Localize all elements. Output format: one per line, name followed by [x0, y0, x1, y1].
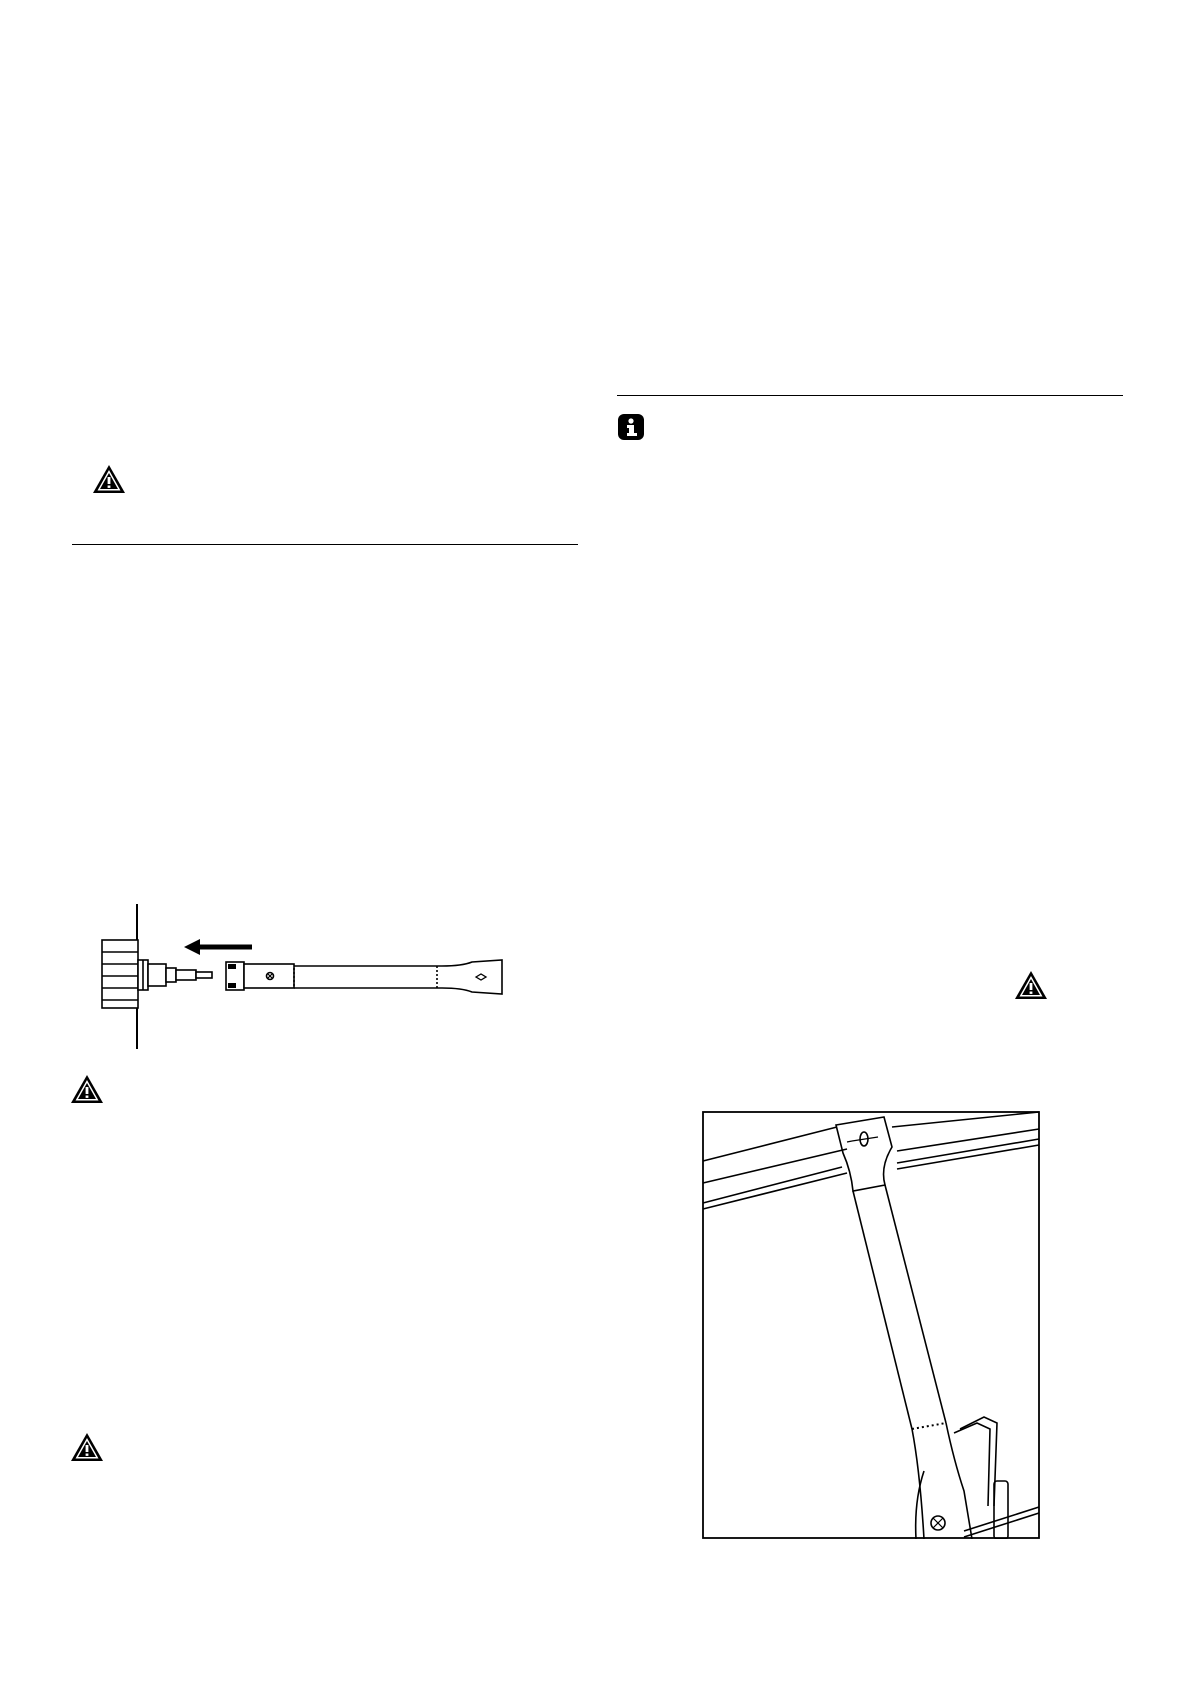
- section-divider-right: [617, 395, 1123, 396]
- section-divider-left: [72, 544, 578, 545]
- burner-installed-figure: [702, 1111, 1040, 1539]
- burner-insert-figure: [92, 904, 552, 1054]
- warning-triangle-icon: [92, 464, 126, 494]
- warning-triangle-icon: [70, 1074, 104, 1104]
- info-icon: [617, 413, 645, 441]
- warning-triangle-icon: [1014, 970, 1048, 1000]
- warning-triangle-icon: [70, 1432, 104, 1462]
